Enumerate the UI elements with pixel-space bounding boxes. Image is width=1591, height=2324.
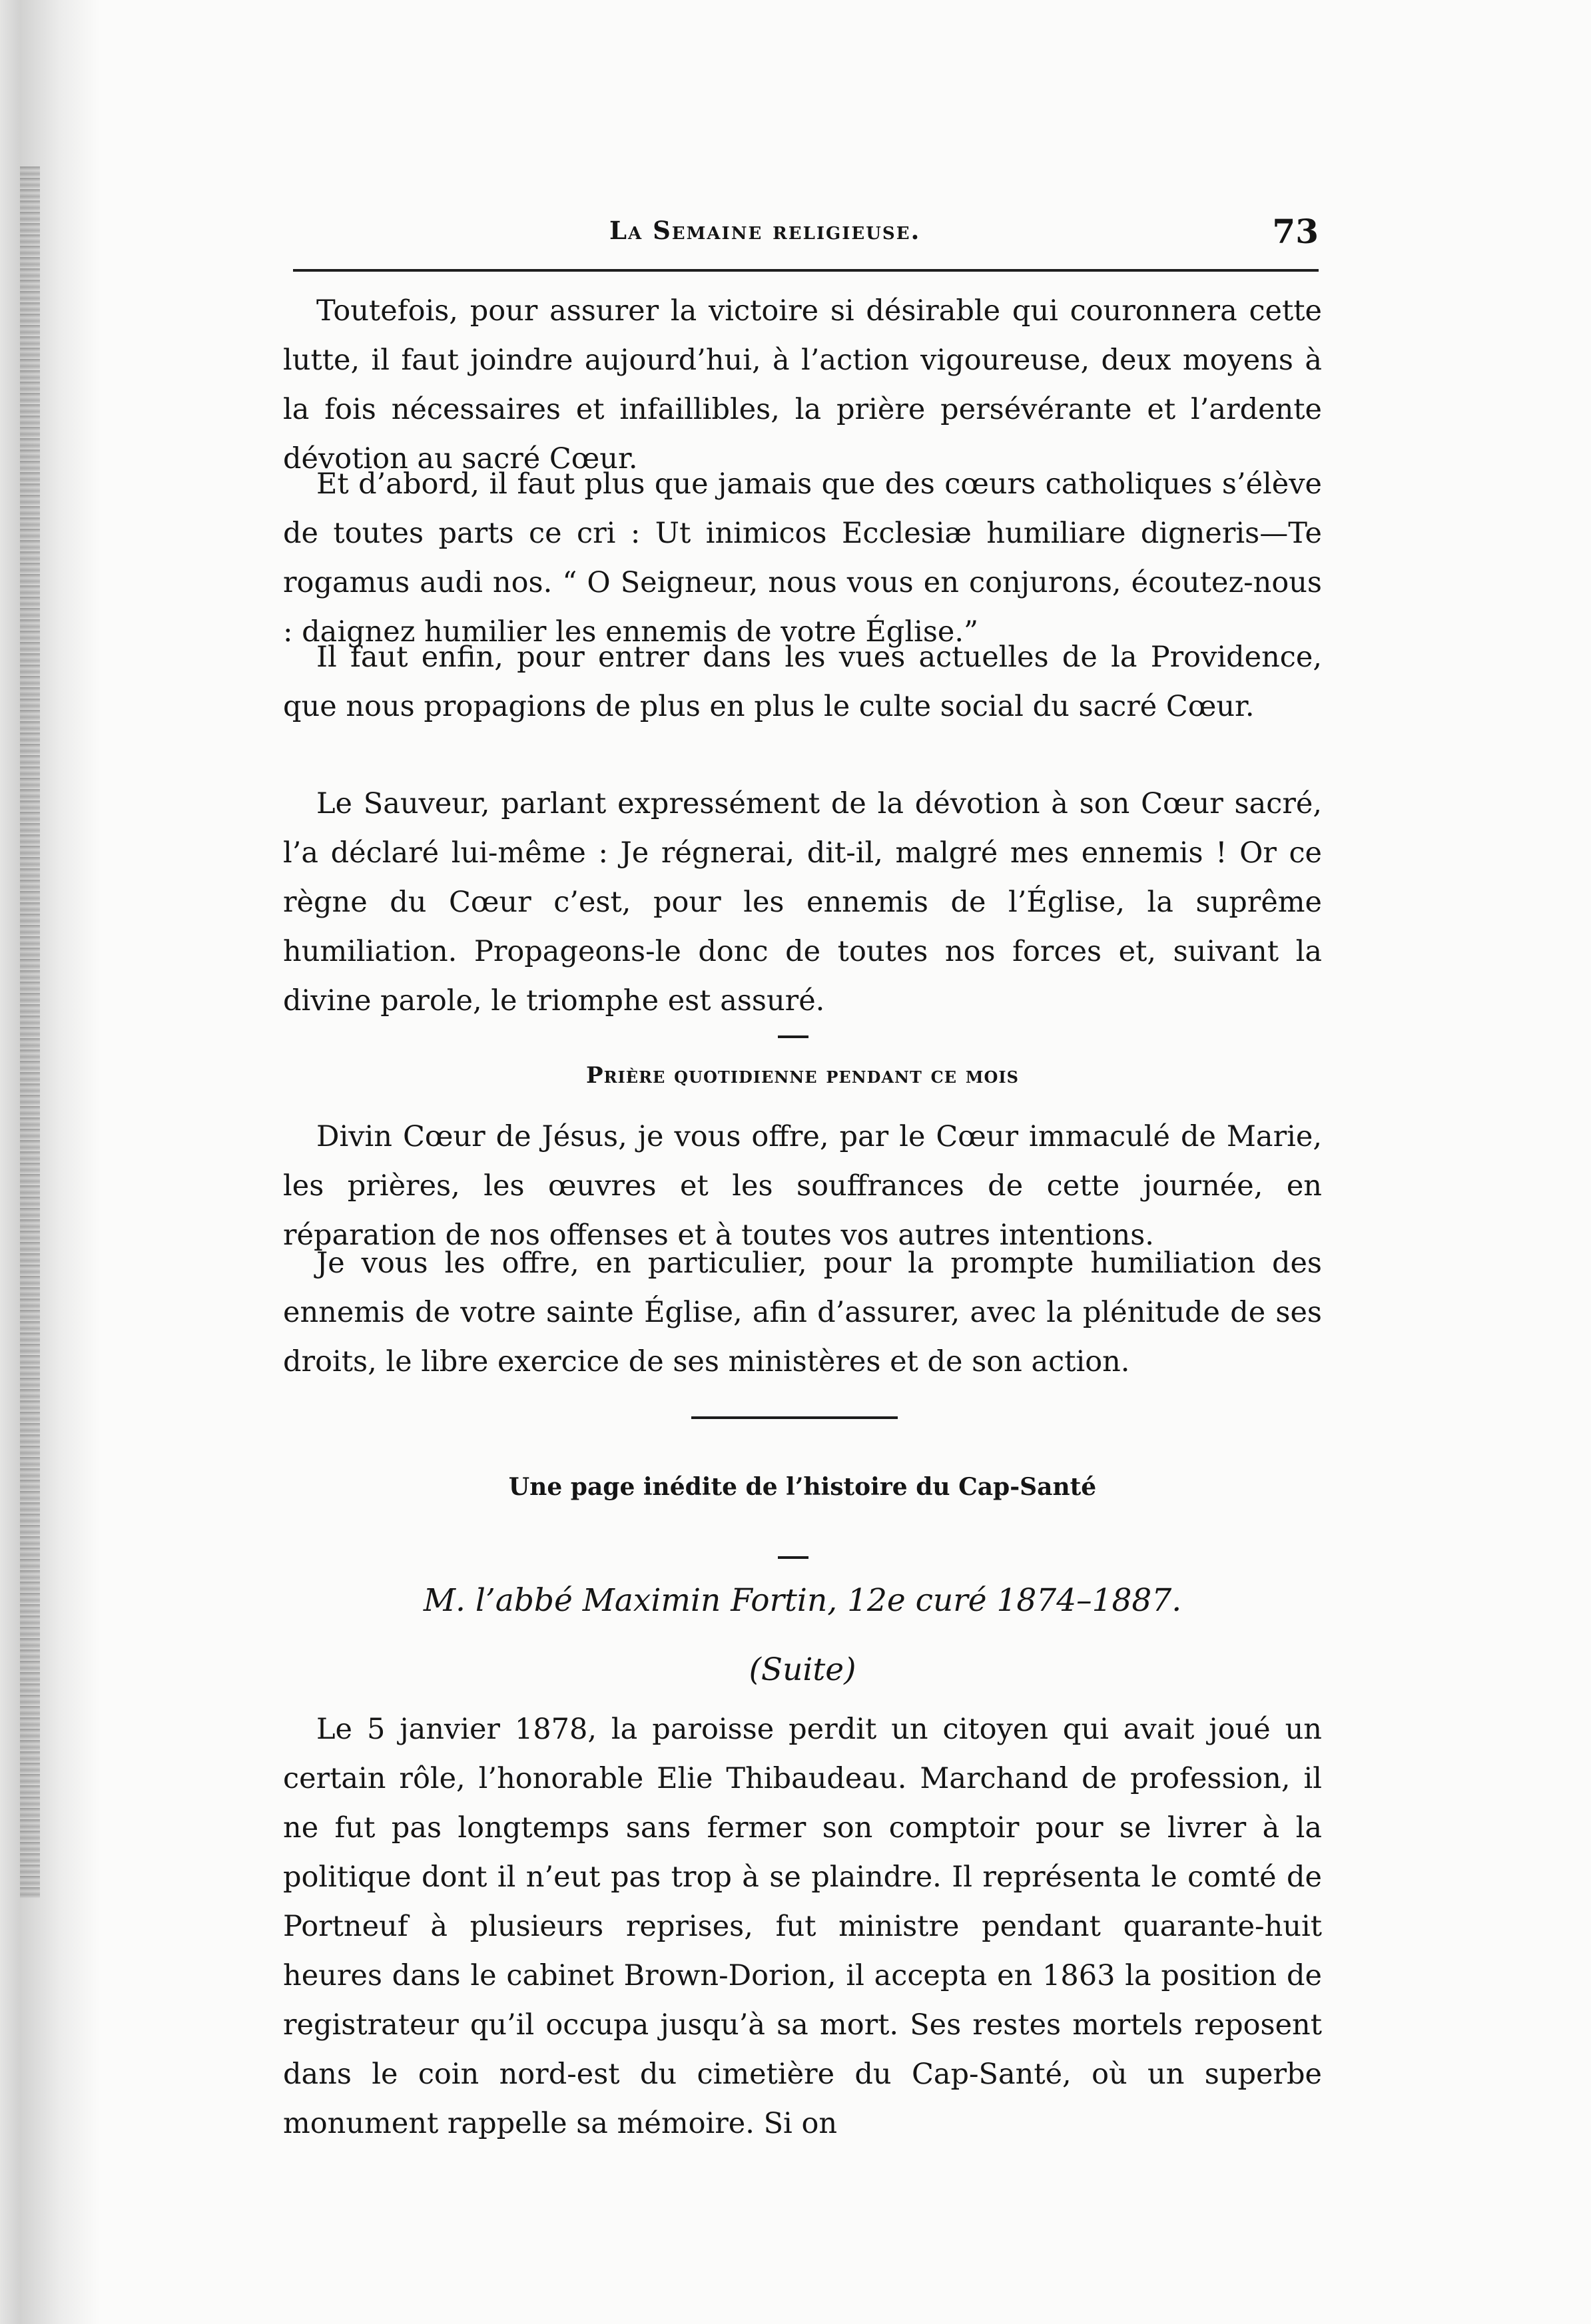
page-binding-edge <box>0 0 100 2324</box>
running-head <box>293 212 1319 258</box>
header-rule <box>293 269 1319 272</box>
prayer-paragraph-offering: Divin Cœur de Jésus, je vous offre, par le Cœur immaculé de Marie, les prières, les œuvres et les souffrances de cette journée, en réparation de nos offenses et à toutes vos autres intentions. <box>283 1120 1322 1252</box>
article-continued: (Suite) <box>749 1651 856 1688</box>
article-separator-rule <box>691 1416 898 1419</box>
article-paragraph: Le 5 janvier 1878, la paroisse perdit un citoyen qui avait joué un certain rôle, l’honorable Elie Thibaudeau. Marchand de profession, il ne fut pas longtemps sans fermer son comptoir pour se livrer à la politique dont il n’eut pas trop à se plaindre. Il représenta le comté de Portneuf à plusieurs reprises, fut ministre pendant quarante-huit heures dans le cabinet Brown-Dorion, il accepta en 1863 la position de registrateur qu’il occupa jusqu’à sa mort. Ses restes mortels reposent dans le coin nord-est du cimetière du Cap-Santé, où un superbe monument rappelle sa mémoire. Si on <box>283 1713 1322 2140</box>
paragraph-victory: Toutefois, pour assurer la victoire si désirable qui couronnera cette lutte, il faut joindre aujourd’hui, à l’action vigoureuse, deux moyens à la fois nécessaires et infaillibles, la prière persévérante et l’ardente dévotion au sacré Cœur. <box>283 294 1322 475</box>
page-number: 73 <box>1272 212 1319 251</box>
article-dash <box>778 1556 808 1559</box>
section-dash <box>778 1035 808 1038</box>
prayer-heading: Prière quotidienne pendant ce mois <box>586 1062 1019 1089</box>
running-title: La Semaine religieuse. <box>609 216 921 245</box>
paragraph-prayer-cry: Et d’abord, il faut plus que jamais que des cœurs catholiques s’élève de toutes parts ce cri : Ut inimicos Ecclesiæ humiliare digneris—Te rogamus audi nos. “ O Seigneur, nous vous en conjurons, écoutez-nous : daignez humilier les ennemis de votre Église.” <box>283 467 1322 649</box>
paragraph-social-cult: Il faut enfin, pour entrer dans les vues actuelles de la Providence, que nous propagions de plus en plus le culte social du sacré Cœur. <box>283 641 1322 723</box>
article-subtitle: M. l’abbé Maximin Fortin, 12e curé 1874–1887. <box>423 1582 1182 1619</box>
article-heading: Une page inédite de l’histoire du Cap-Santé <box>508 1473 1097 1501</box>
prayer-paragraph-particular: Je vous les offre, en particulier, pour la prompte humiliation des ennemis de votre sainte Église, afin d’assurer, avec la plénitude de ses droits, le libre exercice de ses ministères et de son action. <box>283 1247 1322 1378</box>
paragraph-reign: Le Sauveur, parlant expressément de la dévotion à son Cœur sacré, l’a déclaré lui-même : Je régnerai, dit-il, malgré mes ennemis ! Or ce règne du Cœur c’est, pour les ennemis de l’Église, la suprême humiliation. Propageons-le donc de toutes nos forces et, suivant la divine parole, le triomphe est assuré. <box>283 787 1322 1017</box>
